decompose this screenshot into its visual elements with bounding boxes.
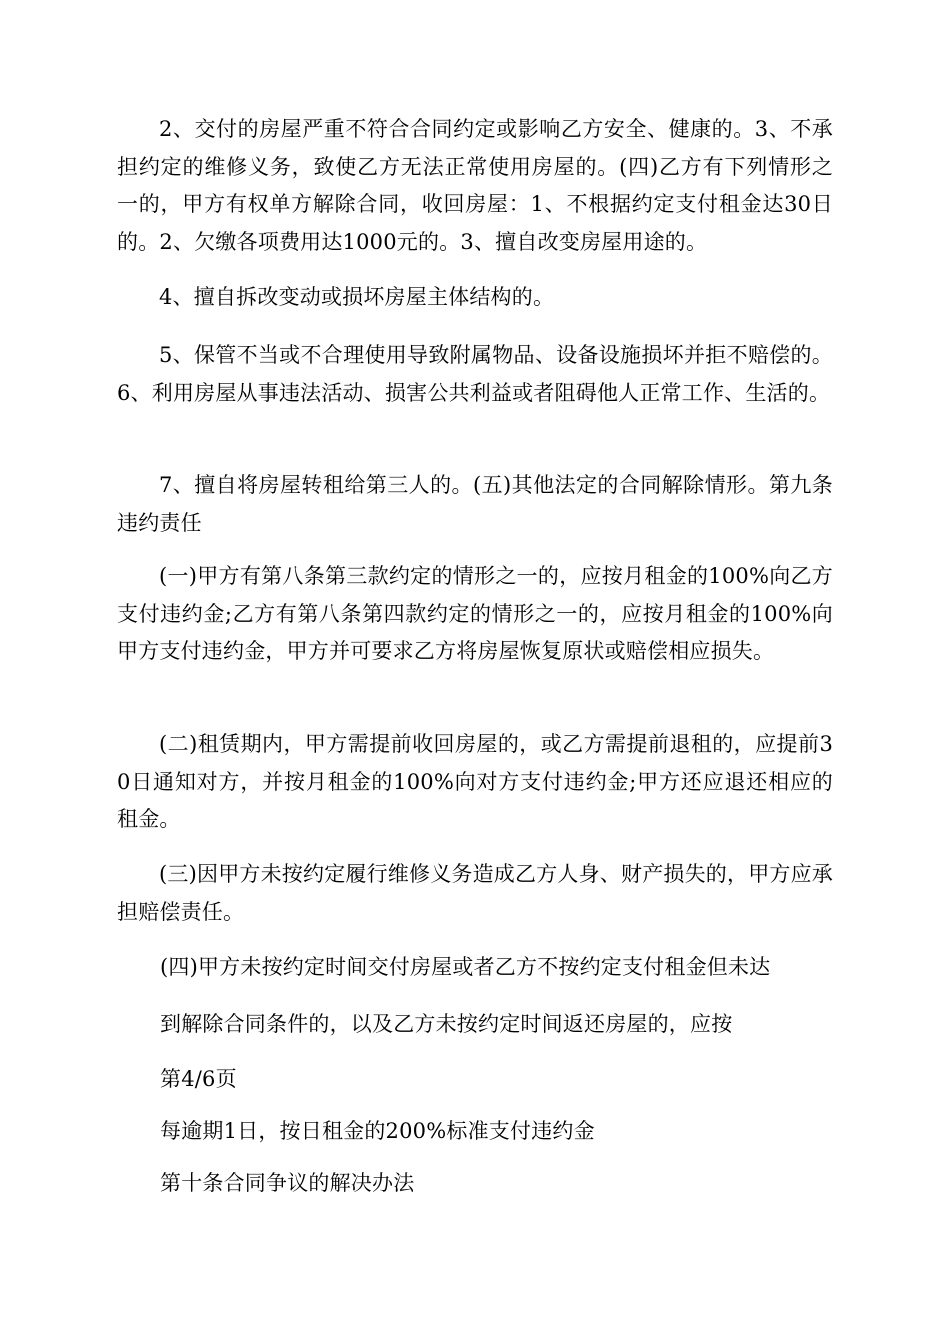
page-number: 第4/6页 — [160, 1067, 237, 1091]
line-liability-four-part1: (四)甲方未按约定时间交付房屋或者乙方不按约定支付租金但未达 — [160, 955, 771, 979]
paragraph-sublet-article-nine: 7、擅自将房屋转租给第三人的。(五)其他法定的合同解除情形。第九条违约责任 — [117, 473, 833, 535]
paragraph-liability-one: (一)甲方有第八条第三款约定的情形之一的，应按月租金的100%向乙方支付违约金;乙方有第八条第四款约定的情形之一的，应按月租金的100%向甲方支付违约金，甲方并可要求乙方将房屋恢复原状或赔偿相应损失。 — [117, 564, 833, 663]
line-liability-four-part2: 到解除合同条件的，以及乙方未按约定时间返还房屋的，应按 — [160, 1012, 733, 1036]
paragraph-termination-conditions: 2、交付的房屋严重不符合合同约定或影响乙方安全、健康的。3、不承担约定的维修义务，致使乙方无法正常使用房屋的。(四)乙方有下列情形之一的，甲方有权单方解除合同，收回房屋：1、不根据约定支付租金达30日的。2、欠缴各项费用达1000元的。3、擅自改变房屋用途的。 — [117, 117, 833, 254]
line-overdue-penalty: 每逾期1日，按日租金的200%标准支付违约金 — [160, 1119, 595, 1143]
paragraph-liability-three: (三)因甲方未按约定履行维修义务造成乙方人身、财产损失的，甲方应承担赔偿责任。 — [117, 862, 833, 924]
section-heading-article-ten: 第十条合同争议的解决办法 — [160, 1171, 415, 1195]
paragraph-damage-illegal-use: 5、保管不当或不合理使用导致附属物品、设备设施损坏并拒不赔偿的。6、利用房屋从事违法活动、损害公共利益或者阻碍他人正常工作、生活的。 — [117, 343, 833, 405]
paragraph-liability-two: (二)租赁期内，甲方需提前收回房屋的，或乙方需提前退租的，应提前30日通知对方，并按月租金的100%向对方支付违约金;甲方还应退还相应的租金。 — [117, 732, 833, 831]
paragraph-structural-alteration: 4、擅自拆改变动或损坏房屋主体结构的。 — [159, 285, 555, 309]
